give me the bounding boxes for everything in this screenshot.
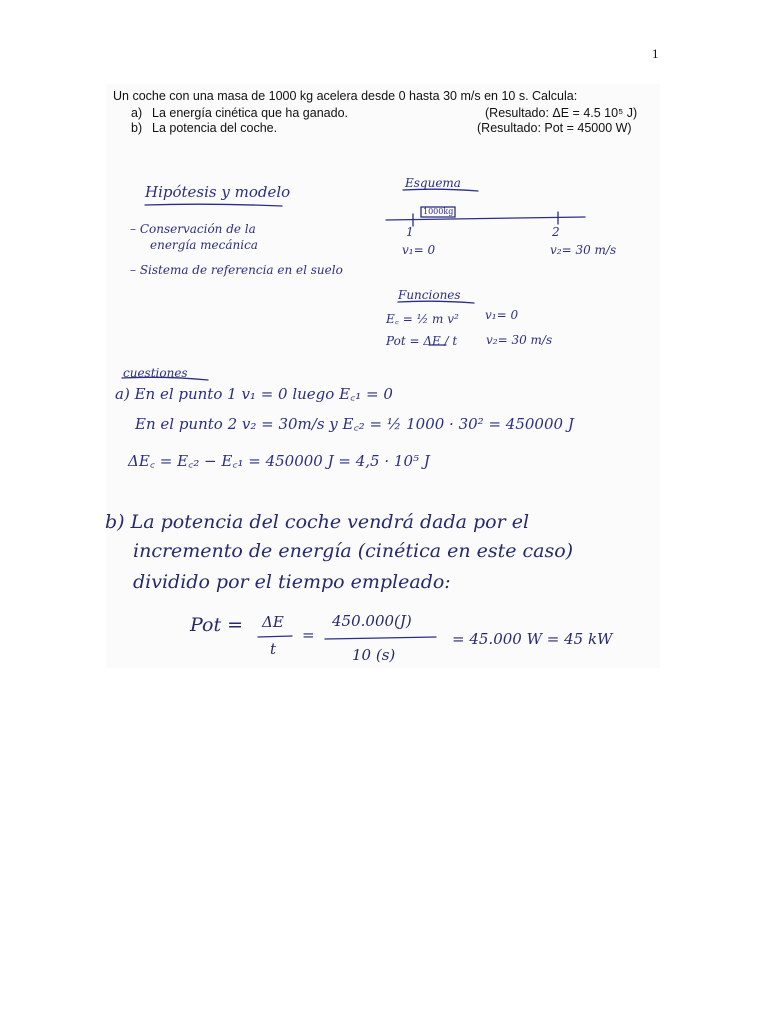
item-a-text: La energía cinética que ha ganado. bbox=[152, 106, 348, 120]
formula-pot: Pot = ΔE / t bbox=[386, 334, 458, 348]
point1-label: 1 bbox=[406, 225, 414, 239]
q-a-line2: En el punto 2 v₂ = 30m/s y E꜀₂ = ½ 1000 · 30² = 450000 J bbox=[135, 415, 574, 433]
q-b-frac2-bar bbox=[325, 637, 436, 639]
page-number: 1 bbox=[652, 46, 659, 61]
q-a-line1: a) En el punto 1 v₁ = 0 luego E꜀₁ = 0 bbox=[115, 385, 393, 403]
scheme-axis bbox=[386, 217, 585, 220]
q-a-line3: ΔE꜀ = E꜀₂ − E꜀₁ = 450000 J = 4,5 · 10⁵ J bbox=[128, 452, 430, 470]
scheme-v1: v₁= 0 bbox=[402, 243, 436, 257]
item-b-result: (Resultado: Pot = 45000 W) bbox=[477, 121, 632, 135]
q-b-line3: dividido por el tiempo empleado: bbox=[133, 571, 451, 593]
scheme-v2: v₂= 30 m/s bbox=[550, 243, 617, 257]
q-b-frac1-den: t bbox=[270, 640, 277, 658]
item-b-label: b) bbox=[131, 121, 143, 135]
formula-ek: E꜀ = ½ m v² bbox=[386, 312, 459, 326]
scheme-title: Esquema bbox=[405, 176, 461, 190]
problem-statement: Un coche con una masa de 1000 kg acelera desde 0 hasta 30 m/s en 10 s. Calcula: bbox=[113, 89, 578, 103]
q-b-frac2-num: 450.000(J) bbox=[332, 612, 412, 630]
scheme-mass-label: 1000kg bbox=[423, 207, 454, 216]
q-b-frac1-bar bbox=[258, 636, 292, 637]
hypothesis-1-line2: energía mecánica bbox=[150, 238, 258, 252]
functions-v1: v₁= 0 bbox=[485, 308, 519, 322]
hypotheses-title: Hipótesis y modelo bbox=[145, 183, 291, 201]
questions-title: cuestiones bbox=[123, 366, 188, 380]
functions-v2: v₂= 30 m/s bbox=[486, 333, 553, 347]
point2-label: 2 bbox=[552, 225, 560, 239]
q-b-line1: b) La potencia del coche vendrá dada por el bbox=[105, 511, 530, 533]
q-b-equals: = bbox=[302, 626, 315, 644]
q-b-frac1-num: ΔE bbox=[262, 613, 284, 631]
hypothesis-1-line1: – Conservación de la bbox=[130, 222, 256, 236]
q-b-frac2-den: 10 (s) bbox=[352, 646, 396, 664]
functions-title: Funciones bbox=[398, 288, 461, 302]
q-b-pot: Pot = bbox=[190, 614, 244, 636]
q-b-result: = 45.000 W = 45 kW bbox=[452, 630, 613, 648]
item-b-text: La potencia del coche. bbox=[152, 121, 278, 135]
item-a-label: a) bbox=[131, 106, 143, 120]
hypotheses-underline bbox=[145, 204, 282, 206]
item-a-result: (Resultado: ΔE = 4.5 10⁵ J) bbox=[485, 106, 638, 120]
q-b-line2: incremento de energía (cinética en este caso) bbox=[133, 540, 574, 562]
hypothesis-2: – Sistema de referencia en el suelo bbox=[130, 263, 343, 277]
